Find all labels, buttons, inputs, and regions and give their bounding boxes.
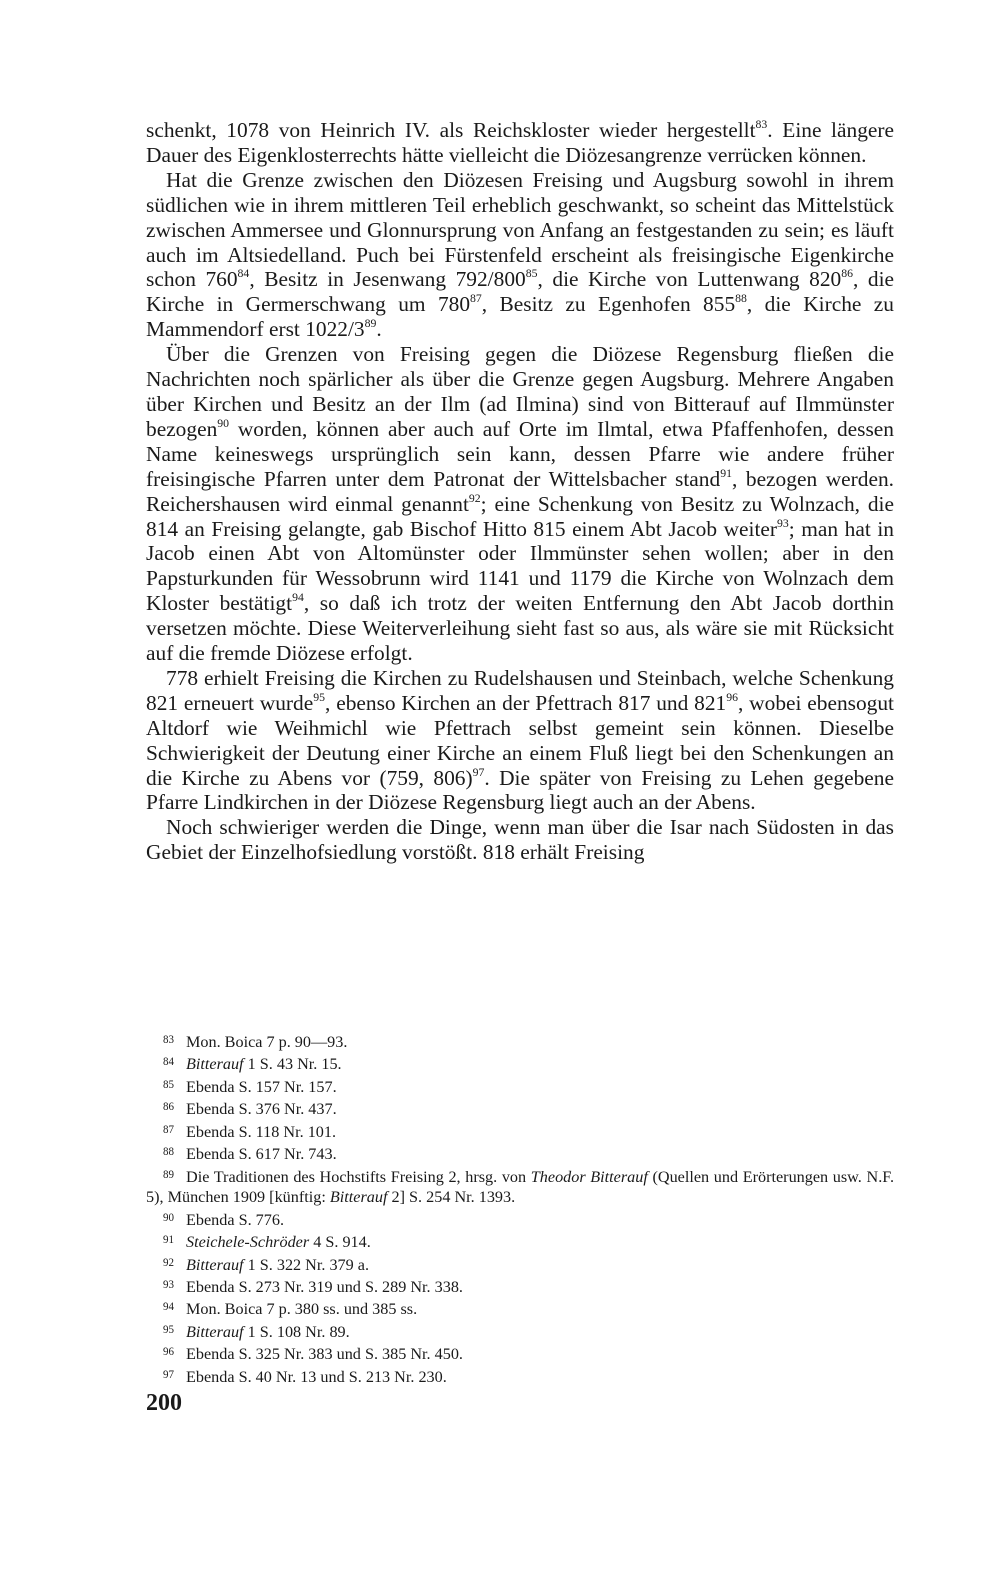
footnote-text: Ebenda S. 273 Nr. 319 und S. 289 Nr. 338. [186, 1277, 463, 1296]
footnote-text: Ebenda S. 776. [186, 1210, 285, 1229]
footnotes [146, 1030, 894, 1387]
footnote-number: 97 [163, 1368, 174, 1381]
text-run: , so daß ich trotz der weiten Entfernung den Abt Jacob dorthin versetzen möchte. Diese Weiterverleihung sieht fast so aus, als wäre sie mit Rücksicht auf die fremde Diözese erfolgt. [146, 591, 894, 666]
footnote-number: 94 [163, 1301, 174, 1314]
footnote-author: Steichele-Schröder [186, 1232, 310, 1251]
footnote-number: 88 [163, 1146, 174, 1159]
text-run: Über die Grenzen von Freising gegen die Diözese Regensburg fließen die Nachrichten noch spärlicher als über die Grenze gegen Augsburg. Mehrere Angaben über Kirchen und Besitz an der Ilm (ad Ilmina) sind von Bitterauf auf Ilmmünster bezogen [146, 342, 894, 441]
paragraph [146, 168, 894, 342]
text-run: , die Kirche von Luttenwang 820 [537, 267, 842, 292]
text-run: , die Kirche in Germerschwang um 780 [146, 267, 895, 317]
footnote-ref: 96 [726, 691, 738, 705]
text-run: , Besitz zu Egenhofen 855 [481, 292, 736, 317]
footnote-text: 1 S. 43 Nr. 15. [243, 1055, 342, 1074]
footnote-number: 83 [163, 1034, 174, 1046]
footnote-number: 93 [163, 1278, 174, 1291]
footnote-text: Die Traditionen des Hochstifts Freising 2, hrsg. von [186, 1167, 531, 1186]
footnote-text: Ebenda S. 40 Nr. 13 und S. 213 Nr. 230. [186, 1367, 447, 1386]
footnote-ref: 95 [313, 691, 326, 705]
footnote [146, 1365, 894, 1387]
paragraph [146, 666, 894, 815]
paragraph [146, 118, 894, 168]
footnote [146, 1208, 894, 1230]
footnote [146, 1030, 894, 1052]
text-run: , bezogen werden. Reichershausen wird einmal genannt [146, 466, 894, 516]
text-run: ; man hat in Jacob einen Abt von Altomünster oder Ilmmünster sehen wollen; aber in den Papsturkunden für Wessobrunn wird 1141 und 1179 die Kirche von Wolnzach dem Kloster bestätigt [146, 516, 894, 616]
footnote-number: 85 [163, 1078, 174, 1091]
footnote-number: 91 [163, 1234, 174, 1247]
footnote-ref: 93 [777, 516, 789, 530]
footnote [146, 1165, 894, 1208]
footnote-number: 89 [163, 1168, 174, 1181]
text-run: , ebenso Kirchen an der Pfettrach 817 und 821 [325, 690, 727, 715]
footnote-text: Mon. Boica 7 p. 90—93. [186, 1032, 348, 1051]
text-run: ; eine Schenkung von Besitz zu Wolnzach, die 814 an Freising gelangte, gab Bischof Hitto 815 einem Abt Jacob weiter [146, 491, 894, 541]
footnote-text: Ebenda S. 617 Nr. 743. [186, 1145, 337, 1164]
footnote-text: 4 S. 914. [309, 1232, 371, 1251]
footnote-number: 90 [163, 1211, 174, 1224]
footnote [146, 1142, 894, 1164]
footnote-text: Mon. Boica 7 p. 380 ss. und 385 ss. [186, 1300, 418, 1319]
footnote-text: Ebenda S. 325 Nr. 383 und S. 385 Nr. 450. [186, 1345, 463, 1364]
text-run: 778 erhielt Freising die Kirchen zu Rudelshausen und Steinbach, welche Schenkung 821 erneuert wurde [146, 665, 894, 715]
footnote-number: 86 [163, 1101, 174, 1114]
paragraph [146, 815, 894, 865]
footnote-number: 96 [163, 1346, 174, 1359]
footnote [146, 1075, 894, 1097]
text-run: . Eine längere Dauer des Eigenklosterrechts hätte vielleicht die Diözesangrenze verrücken können. [146, 118, 895, 167]
footnote-ref: 88 [735, 292, 747, 306]
footnote-ref: 97 [472, 765, 485, 779]
footnote-number: 84 [163, 1056, 174, 1069]
footnote-ref: 86 [841, 267, 853, 281]
text-run: . Die später von Freising zu Lehen gegebene Pfarre Lindkirchen in der Diözese Regensburg liegt auch an der Abens. [146, 765, 894, 815]
footnote [146, 1230, 894, 1252]
footnote-author: Bitterauf [329, 1188, 388, 1207]
footnote [146, 1275, 894, 1297]
footnote-text: Ebenda S. 118 Nr. 101. [186, 1122, 337, 1141]
footnote-ref: 92 [468, 491, 481, 505]
text-run: Hat die Grenze zwischen den Diözesen Freising und Augsburg sowohl in ihrem südlichen wie in ihrem mittleren Teil erheblich geschwankt, so scheint das Mittelstück zwischen Ammersee und Glonnursprung von Anfang an festgestanden zu sein; es läuft auch im Altsiedelland. Puch bei Fürstenfeld erscheint als freisingische Eigenkirche schon 760 [146, 167, 894, 292]
footnote-text: 1 S. 108 Nr. 89. [243, 1322, 350, 1341]
footnote-ref: 90 [217, 417, 230, 431]
footnote-ref: 84 [237, 267, 250, 281]
text-run: Noch schwieriger werden die Dinge, wenn man über die Isar nach Südosten in das Gebiet der Einzelhofsiedlung vorstößt. 818 erhält Freising [146, 815, 894, 865]
footnote-number: 92 [163, 1256, 174, 1269]
text-run: schenkt, 1078 von Heinrich IV. als Reichskloster wieder hergestellt [146, 118, 756, 142]
footnote-text: (Quellen und Erörterungen usw. N.F. 5), München 1909 [künftig: [146, 1167, 894, 1207]
footnote-number: 95 [163, 1323, 174, 1336]
footnote-ref: 89 [364, 317, 377, 331]
footnote [146, 1120, 894, 1142]
footnote-text: 1 S. 322 Nr. 379 a. [243, 1255, 370, 1274]
footnote [146, 1253, 894, 1275]
footnote-ref: 83 [755, 118, 768, 132]
footnote [146, 1320, 894, 1342]
text-run: , die Kirche zu Mammendorf erst 1022/3 [146, 292, 894, 342]
footnote [146, 1097, 894, 1119]
footnote-text: Ebenda S. 157 Nr. 157. [186, 1077, 337, 1096]
text-run: , Besitz in Jesenwang 792/800 [249, 267, 526, 292]
main-text [146, 118, 894, 865]
footnote-author: Bitterauf [186, 1322, 244, 1341]
text-run: , wobei ebensogut Altdorf wie Weihmichl wie Pfettrach selbst gemeint sein können. Dieselbe Schwierigkeit der Deutung einer Kirche an einem Fluß liegt bei den Schenkungen an die Kirche zu Abens vor (759, 806) [146, 690, 895, 790]
footnote-text: 2] S. 254 Nr. 1393. [387, 1188, 516, 1207]
footnote-ref: 94 [292, 591, 304, 605]
page-number: 200 [146, 1390, 182, 1416]
footnote-text: Ebenda S. 376 Nr. 437. [186, 1100, 337, 1119]
footnote [146, 1342, 894, 1364]
footnote-ref: 85 [525, 267, 538, 281]
footnote-number: 87 [163, 1123, 174, 1136]
footnote-author: Theodor Bitterauf [530, 1167, 648, 1186]
footnote-author: Bitterauf [186, 1055, 244, 1074]
footnote [146, 1052, 894, 1074]
footnote [146, 1297, 894, 1319]
text-run: . [376, 317, 382, 342]
footnote-author: Bitterauf [186, 1255, 244, 1274]
paragraph [146, 342, 894, 666]
footnote-ref: 87 [470, 292, 482, 306]
text-run: worden, können aber auch auf Orte im Ilmtal, etwa Pfaffenhofen, dessen Name keineswegs ursprünglich sein kann, dessen Pfarre wie andere früher freisingische Pfarren unter dem Patronat der Wittelsbacher stand [146, 416, 894, 491]
footnote-ref: 91 [720, 466, 732, 480]
